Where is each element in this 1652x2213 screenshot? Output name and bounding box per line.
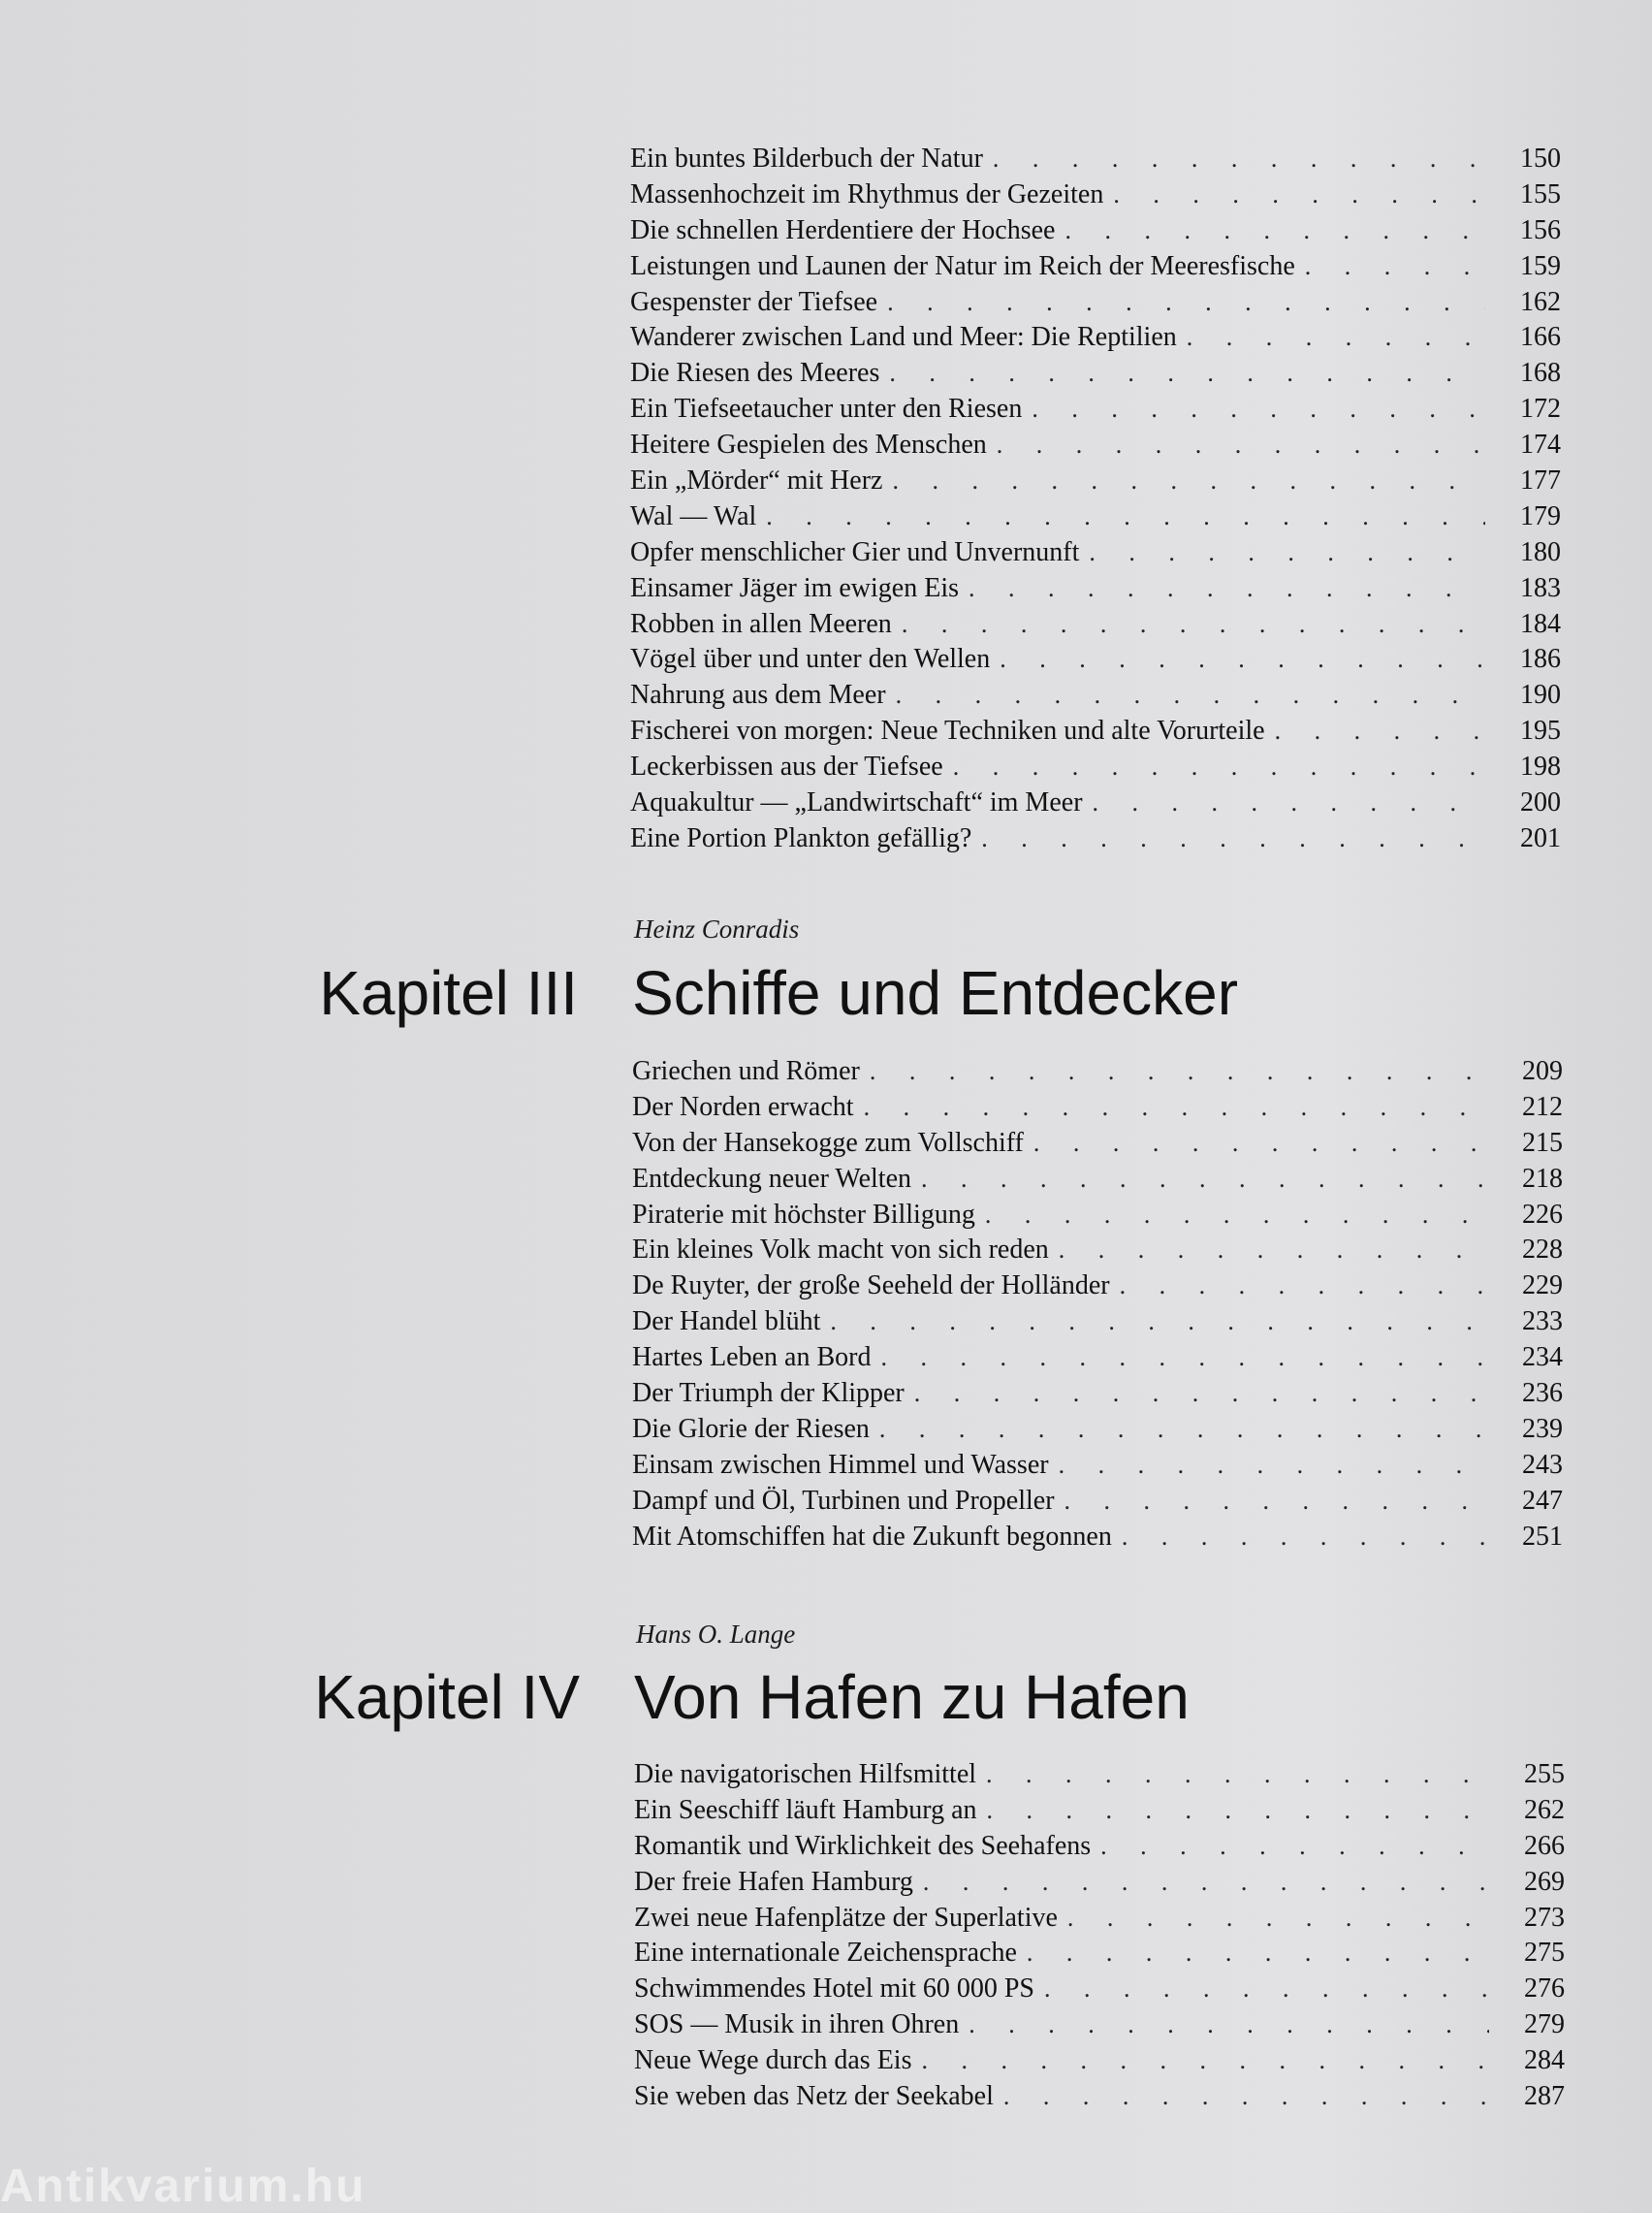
toc-entry-page-number: 200 <box>1520 787 1561 818</box>
dot-leader <box>1003 2079 1489 2115</box>
toc-entry <box>630 750 1561 786</box>
toc-entry <box>634 1865 1565 1901</box>
toc-entry-title: Opfer menschlicher Gier und Unvernunft <box>630 536 1080 567</box>
toc-entry-page-number: 156 <box>1520 214 1561 245</box>
toc-entry-page-number: 184 <box>1520 608 1561 639</box>
toc-entry <box>632 1304 1563 1340</box>
toc-entry-title: Die navigatorischen Hilfsmittel <box>634 1759 977 1789</box>
toc-entry-title: Heitere Gespielen des Menschen <box>630 430 987 461</box>
toc-entry-page-number: 251 <box>1522 1521 1563 1552</box>
toc-entry-title: Einsamer Jäger im ewigen Eis <box>630 572 960 603</box>
toc-entry-title: Piraterie mit höchster Billigung <box>632 1199 975 1230</box>
toc-entry-page-number: 195 <box>1520 716 1561 747</box>
toc-entry-page-number: 266 <box>1524 1830 1565 1861</box>
toc-entry-page-number: 226 <box>1522 1199 1563 1230</box>
toc-entry-page-number: 218 <box>1522 1163 1563 1194</box>
toc-entry-title: Die Glorie der Riesen <box>632 1413 870 1444</box>
toc-entry-page-number: 209 <box>1522 1056 1563 1086</box>
toc-entry <box>630 142 1561 177</box>
dot-leader <box>766 499 1485 535</box>
dot-leader <box>1033 1126 1487 1162</box>
dot-leader <box>896 678 1485 714</box>
toc-entry <box>634 1972 1565 2007</box>
toc-entry-page-number: 198 <box>1520 752 1561 783</box>
toc-entry-page-number: 174 <box>1520 430 1561 461</box>
toc-entry-title: Wanderer zwischen Land und Meer: Die Reptilien <box>630 322 1177 353</box>
toc-entry <box>634 2079 1565 2115</box>
toc-entry-page-number: 186 <box>1520 644 1561 675</box>
toc-entry <box>632 1448 1563 1484</box>
dot-leader <box>1064 213 1485 249</box>
toc-entry-title: Mit Atomschiffen hat die Zukunft begonnen <box>632 1521 1112 1552</box>
toc-entry <box>634 1829 1565 1865</box>
chapter-3-label: Kapitel III <box>319 958 578 1028</box>
dot-leader <box>921 2043 1489 2079</box>
toc-entry-title: Nahrung aus dem Meer <box>630 680 886 711</box>
toc-entry <box>630 786 1561 821</box>
toc-entry-page-number: 190 <box>1520 680 1561 711</box>
toc-entry-page-number: 255 <box>1524 1759 1565 1789</box>
dot-leader <box>1000 642 1485 678</box>
dot-leader <box>985 1198 1487 1234</box>
toc-entry <box>630 642 1561 678</box>
toc-entry-title: Gespenster der Tiefsee <box>630 286 878 317</box>
toc-entry <box>632 1054 1563 1090</box>
toc-entry-page-number: 273 <box>1524 1902 1565 1933</box>
toc-entry <box>632 1376 1563 1412</box>
dot-leader <box>1275 714 1485 750</box>
toc-entry-page-number: 243 <box>1522 1449 1563 1480</box>
toc-entry-title: Griechen und Römer <box>632 1056 860 1086</box>
dot-leader <box>953 750 1485 786</box>
toc-entry-page-number: 177 <box>1520 465 1561 497</box>
dot-leader <box>1059 1448 1487 1484</box>
dot-leader <box>1089 535 1485 571</box>
dot-leader <box>880 1340 1487 1376</box>
toc-entry <box>630 678 1561 714</box>
toc-entry-title: Dampf und Öl, Turbinen und Propeller <box>632 1485 1055 1516</box>
toc-entry-title: Der Handel blüht <box>632 1306 821 1337</box>
toc-entry <box>632 1484 1563 1520</box>
toc-entry <box>632 1126 1563 1162</box>
toc-entry <box>632 1233 1563 1268</box>
toc-entry <box>630 499 1561 535</box>
dot-leader <box>902 607 1485 643</box>
chapter-4-label: Kapitel IV <box>314 1662 580 1732</box>
toc-entry <box>634 2043 1565 2079</box>
dot-leader <box>1100 1829 1489 1865</box>
toc-entry-title: Ein buntes Bilderbuch der Natur <box>630 144 983 174</box>
toc-entry <box>630 177 1561 213</box>
toc-entry-page-number: 236 <box>1522 1378 1563 1409</box>
toc-entry-title: Eine Portion Plankton gefällig? <box>630 822 972 853</box>
toc-entry-page-number: 247 <box>1522 1485 1563 1516</box>
toc-entry-page-number: 215 <box>1522 1127 1563 1158</box>
toc-entry <box>634 1793 1565 1829</box>
dot-leader <box>1044 1972 1489 2007</box>
dot-leader <box>870 1054 1487 1090</box>
toc-entry-title: Neue Wege durch das Eis <box>634 2045 912 2076</box>
dot-leader <box>864 1090 1487 1126</box>
toc-entry-title: Hartes Leben an Bord <box>632 1342 872 1373</box>
dot-leader <box>1187 320 1485 356</box>
toc-entry-page-number: 287 <box>1524 2081 1565 2112</box>
dot-leader <box>892 464 1485 499</box>
toc-entry-title: Ein Seeschiff läuft Hamburg an <box>634 1794 977 1825</box>
toc-entry-title: Romantik und Wirklichkeit des Seehafens <box>634 1830 1092 1861</box>
dot-leader <box>1064 1484 1487 1520</box>
toc-entry <box>630 428 1561 464</box>
toc-entry <box>630 392 1561 428</box>
toc-entry-page-number: 162 <box>1520 286 1561 317</box>
dot-leader <box>1032 392 1485 428</box>
dot-leader <box>986 1757 1489 1793</box>
toc-entry <box>630 356 1561 392</box>
toc-entry <box>630 607 1561 643</box>
toc-entry <box>632 1162 1563 1198</box>
toc-entry-page-number: 150 <box>1520 144 1561 174</box>
toc-entry-title: Ein Tiefseetaucher unter den Riesen <box>630 394 1023 425</box>
toc-entry <box>632 1268 1563 1304</box>
toc-entry-page-number: 168 <box>1520 358 1561 389</box>
chapter-4-title: Von Hafen zu Hafen <box>634 1662 1190 1732</box>
toc-section-1 <box>630 142 1561 857</box>
toc-entry-title: Fischerei von morgen: Neue Techniken und alte Vorurteile <box>630 716 1265 747</box>
toc-entry-title: Von der Hansekogge zum Vollschiff <box>632 1127 1024 1158</box>
toc-entry-page-number: 239 <box>1522 1413 1563 1444</box>
toc-entry-page-number: 166 <box>1520 322 1561 353</box>
toc-entry-title: Wal — Wal <box>630 500 757 531</box>
toc-entry-title: Aquakultur — „Landwirtschaft“ im Meer <box>630 787 1083 818</box>
toc-entry-page-number: 201 <box>1520 822 1561 853</box>
chapter-3-title: Schiffe und Entdecker <box>632 958 1238 1028</box>
dot-leader <box>1305 249 1485 285</box>
toc-entry-page-number: 183 <box>1520 572 1561 603</box>
toc-entry <box>630 249 1561 285</box>
toc-entry <box>632 1340 1563 1376</box>
toc-entry-title: Die Riesen des Meeres <box>630 358 880 389</box>
toc-entry-page-number: 262 <box>1524 1794 1565 1825</box>
dot-leader <box>993 142 1485 177</box>
toc-entry <box>630 320 1561 356</box>
toc-entry-title: De Ruyter, der große Seeheld der Holländer <box>632 1270 1110 1301</box>
toc-entry-page-number: 179 <box>1520 500 1561 531</box>
dot-leader <box>923 1865 1489 1901</box>
dot-leader <box>969 571 1485 607</box>
dot-leader <box>997 428 1485 464</box>
toc-entry <box>632 1198 1563 1234</box>
toc-entry <box>630 571 1561 607</box>
toc-entry-page-number: 284 <box>1524 2045 1565 2076</box>
toc-entry-title: Der freie Hafen Hamburg <box>634 1866 913 1897</box>
toc-entry <box>630 464 1561 499</box>
toc-entry-title: Sie weben das Netz der Seekabel <box>634 2081 994 2112</box>
toc-entry <box>632 1520 1563 1556</box>
toc-entry-page-number: 276 <box>1524 1973 1565 2005</box>
toc-entry <box>632 1090 1563 1126</box>
toc-entry-page-number: 229 <box>1522 1270 1563 1301</box>
toc-entry-title: Der Norden erwacht <box>632 1091 854 1122</box>
toc-entry-page-number: 212 <box>1522 1091 1563 1122</box>
dot-leader <box>969 2007 1489 2043</box>
toc-entry-title: SOS — Musik in ihren Ohren <box>634 2009 960 2040</box>
dot-leader <box>1113 177 1485 213</box>
toc-entry <box>630 213 1561 249</box>
dot-leader <box>1059 1233 1487 1268</box>
toc-entry <box>632 1412 1563 1448</box>
toc-entry-title: Der Triumph der Klipper <box>632 1378 905 1409</box>
toc-entry-page-number: 279 <box>1524 2009 1565 2040</box>
dot-leader <box>1122 1520 1487 1556</box>
toc-section-chapter-3 <box>632 1054 1563 1555</box>
dot-leader <box>987 1793 1489 1829</box>
toc-entry <box>630 535 1561 571</box>
toc-entry-title: Leckerbissen aus der Tiefsee <box>630 752 943 783</box>
toc-entry <box>634 1901 1565 1937</box>
toc-entry-page-number: 172 <box>1520 394 1561 425</box>
dot-leader <box>887 285 1485 321</box>
toc-entry-page-number: 233 <box>1522 1306 1563 1337</box>
watermark-logo: Antikvarium.hu <box>0 2161 366 2212</box>
dot-leader <box>1027 1936 1489 1972</box>
toc-entry <box>630 714 1561 750</box>
toc-section-chapter-4 <box>634 1757 1565 2115</box>
toc-entry-page-number: 159 <box>1520 250 1561 281</box>
toc-entry <box>634 2007 1565 2043</box>
toc-entry-page-number: 155 <box>1520 178 1561 209</box>
dot-leader <box>830 1304 1487 1340</box>
dot-leader <box>889 356 1485 392</box>
dot-leader <box>921 1162 1487 1198</box>
toc-entry-title: Vögel über und unter den Wellen <box>630 644 991 675</box>
dot-leader <box>1067 1901 1489 1937</box>
dot-leader <box>1120 1268 1487 1304</box>
toc-entry <box>630 285 1561 321</box>
toc-entry <box>634 1936 1565 1972</box>
toc-entry-title: Einsam zwischen Himmel und Wasser <box>632 1449 1049 1480</box>
toc-entry-title: Die schnellen Herdentiere der Hochsee <box>630 214 1056 245</box>
toc-entry-title: Ein kleines Volk macht von sich reden <box>632 1235 1049 1266</box>
toc-entry-title: Eine internationale Zeichensprache <box>634 1938 1017 1969</box>
toc-entry-title: Massenhochzeit im Rhythmus der Gezeiten <box>630 178 1104 209</box>
toc-entry-title: Entdeckung neuer Welten <box>632 1163 912 1194</box>
chapter-4-author: Hans O. Lange <box>636 1620 796 1649</box>
toc-entry-title: Leistungen und Launen der Natur im Reich der Meeresfische <box>630 250 1295 281</box>
toc-entry-page-number: 180 <box>1520 536 1561 567</box>
toc-entry <box>634 1757 1565 1793</box>
dot-leader <box>879 1412 1487 1448</box>
toc-entry-title: Schwimmendes Hotel mit 60 000 PS <box>634 1973 1034 2005</box>
toc-entry-title: Zwei neue Hafenplätze der Superlative <box>634 1902 1058 1933</box>
chapter-3-author: Heinz Conradis <box>634 914 800 944</box>
toc-entry-page-number: 275 <box>1524 1938 1565 1969</box>
dot-leader <box>914 1376 1487 1412</box>
toc-entry-page-number: 269 <box>1524 1866 1565 1897</box>
dot-leader <box>1093 786 1485 821</box>
toc-entry-title: Ein „Mörder“ mit Herz <box>630 465 883 497</box>
toc-entry-title: Robben in allen Meeren <box>630 608 892 639</box>
toc-entry <box>630 821 1561 857</box>
toc-entry-page-number: 234 <box>1522 1342 1563 1373</box>
dot-leader <box>981 821 1485 857</box>
toc-entry-page-number: 228 <box>1522 1235 1563 1266</box>
